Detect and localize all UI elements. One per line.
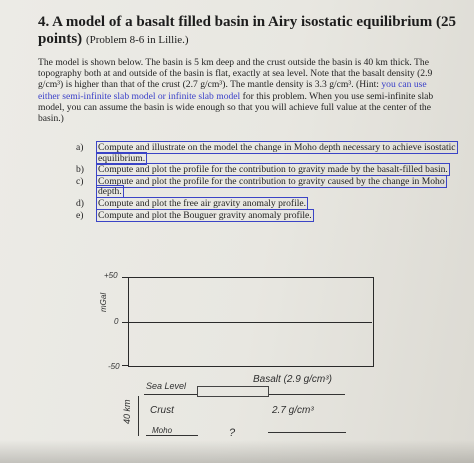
task-label: c) [76, 175, 84, 187]
crust-label: Crust [150, 405, 174, 416]
task-label: e) [76, 209, 84, 221]
crust-density-label: 2.7 g/cm³ [272, 405, 314, 416]
description-part-1: The model is shown below. The basin is 5 km deep and the crust outside the basin is 40 km thick. The topography both at and outside of the basin is flat, exactly at sea level. Note that the basalt density (2.9 g/cm³) is higher than that of the crust (2.7 g/cm³). The mantle density is 3.3 g/cm³. (Hint: [38, 57, 433, 91]
problem-reference: (Problem 8-6 in Lillie.) [85, 34, 189, 46]
sea-level-label: Sea Level [146, 381, 187, 391]
y-tick-label-bottom: -50 [108, 362, 120, 371]
basalt-basin [197, 386, 269, 397]
graph-zero-line [128, 322, 372, 323]
moho-line-left [146, 435, 198, 436]
crust-thickness-label: 40 km [122, 399, 132, 424]
y-tick-label-top: +50 [104, 271, 118, 280]
task-text: Compute and plot the Bouguer gravity anomaly profile. [98, 209, 312, 221]
moho-label: Moho [152, 426, 173, 435]
task-label: d) [76, 197, 84, 209]
y-axis-unit-label: mGal [99, 292, 108, 312]
task-text: Compute and plot the profile for the contribution to gravity made by the basalt-filled basin. [98, 164, 448, 176]
problem-heading: 4. A model of a basalt filled basin in Airy isostatic equilibrium (25 points) [38, 14, 456, 47]
page-shadow [0, 440, 474, 463]
task-label: a) [76, 142, 84, 153]
basalt-density-label: Basalt (2.9 g/cm³) [253, 374, 332, 385]
task-label: b) [76, 164, 84, 176]
task-list [68, 143, 458, 222]
task-text: Compute and plot the free air gravity anomaly profile. [98, 197, 307, 209]
unknown-moho-depth: ? [229, 427, 236, 439]
problem-description [38, 57, 450, 124]
sea-level-line-left [144, 394, 197, 395]
graph-tick-mid [122, 322, 128, 323]
moho-line-right [268, 432, 346, 433]
task-item-e [68, 211, 458, 222]
problem-title [38, 14, 458, 49]
sea-level-line-right [269, 394, 345, 395]
task-item-a [68, 143, 458, 164]
task-text: Compute and illustrate on the model the change in Moho depth necessary to achieve isostatic equilibrium. [98, 142, 456, 164]
task-item-d [68, 199, 458, 210]
task-text: Compute and plot the profile for the contribution to gravity caused by the change in Moho depth. [98, 175, 445, 198]
task-item-c [68, 177, 458, 198]
hint-text: you can use either semi-infinite slab model or infinite slab model [38, 79, 427, 102]
graph-tick-top [122, 277, 128, 278]
y-tick-label-zero: 0 [114, 317, 119, 326]
description-part-2: for this problem. When you use semi-infinite slab model, you can assume the basin is wide enough so that you will achieve full value at the center of the basin.) [38, 90, 434, 125]
thickness-arrow [138, 396, 139, 436]
graph-tick-bottom [122, 365, 128, 366]
